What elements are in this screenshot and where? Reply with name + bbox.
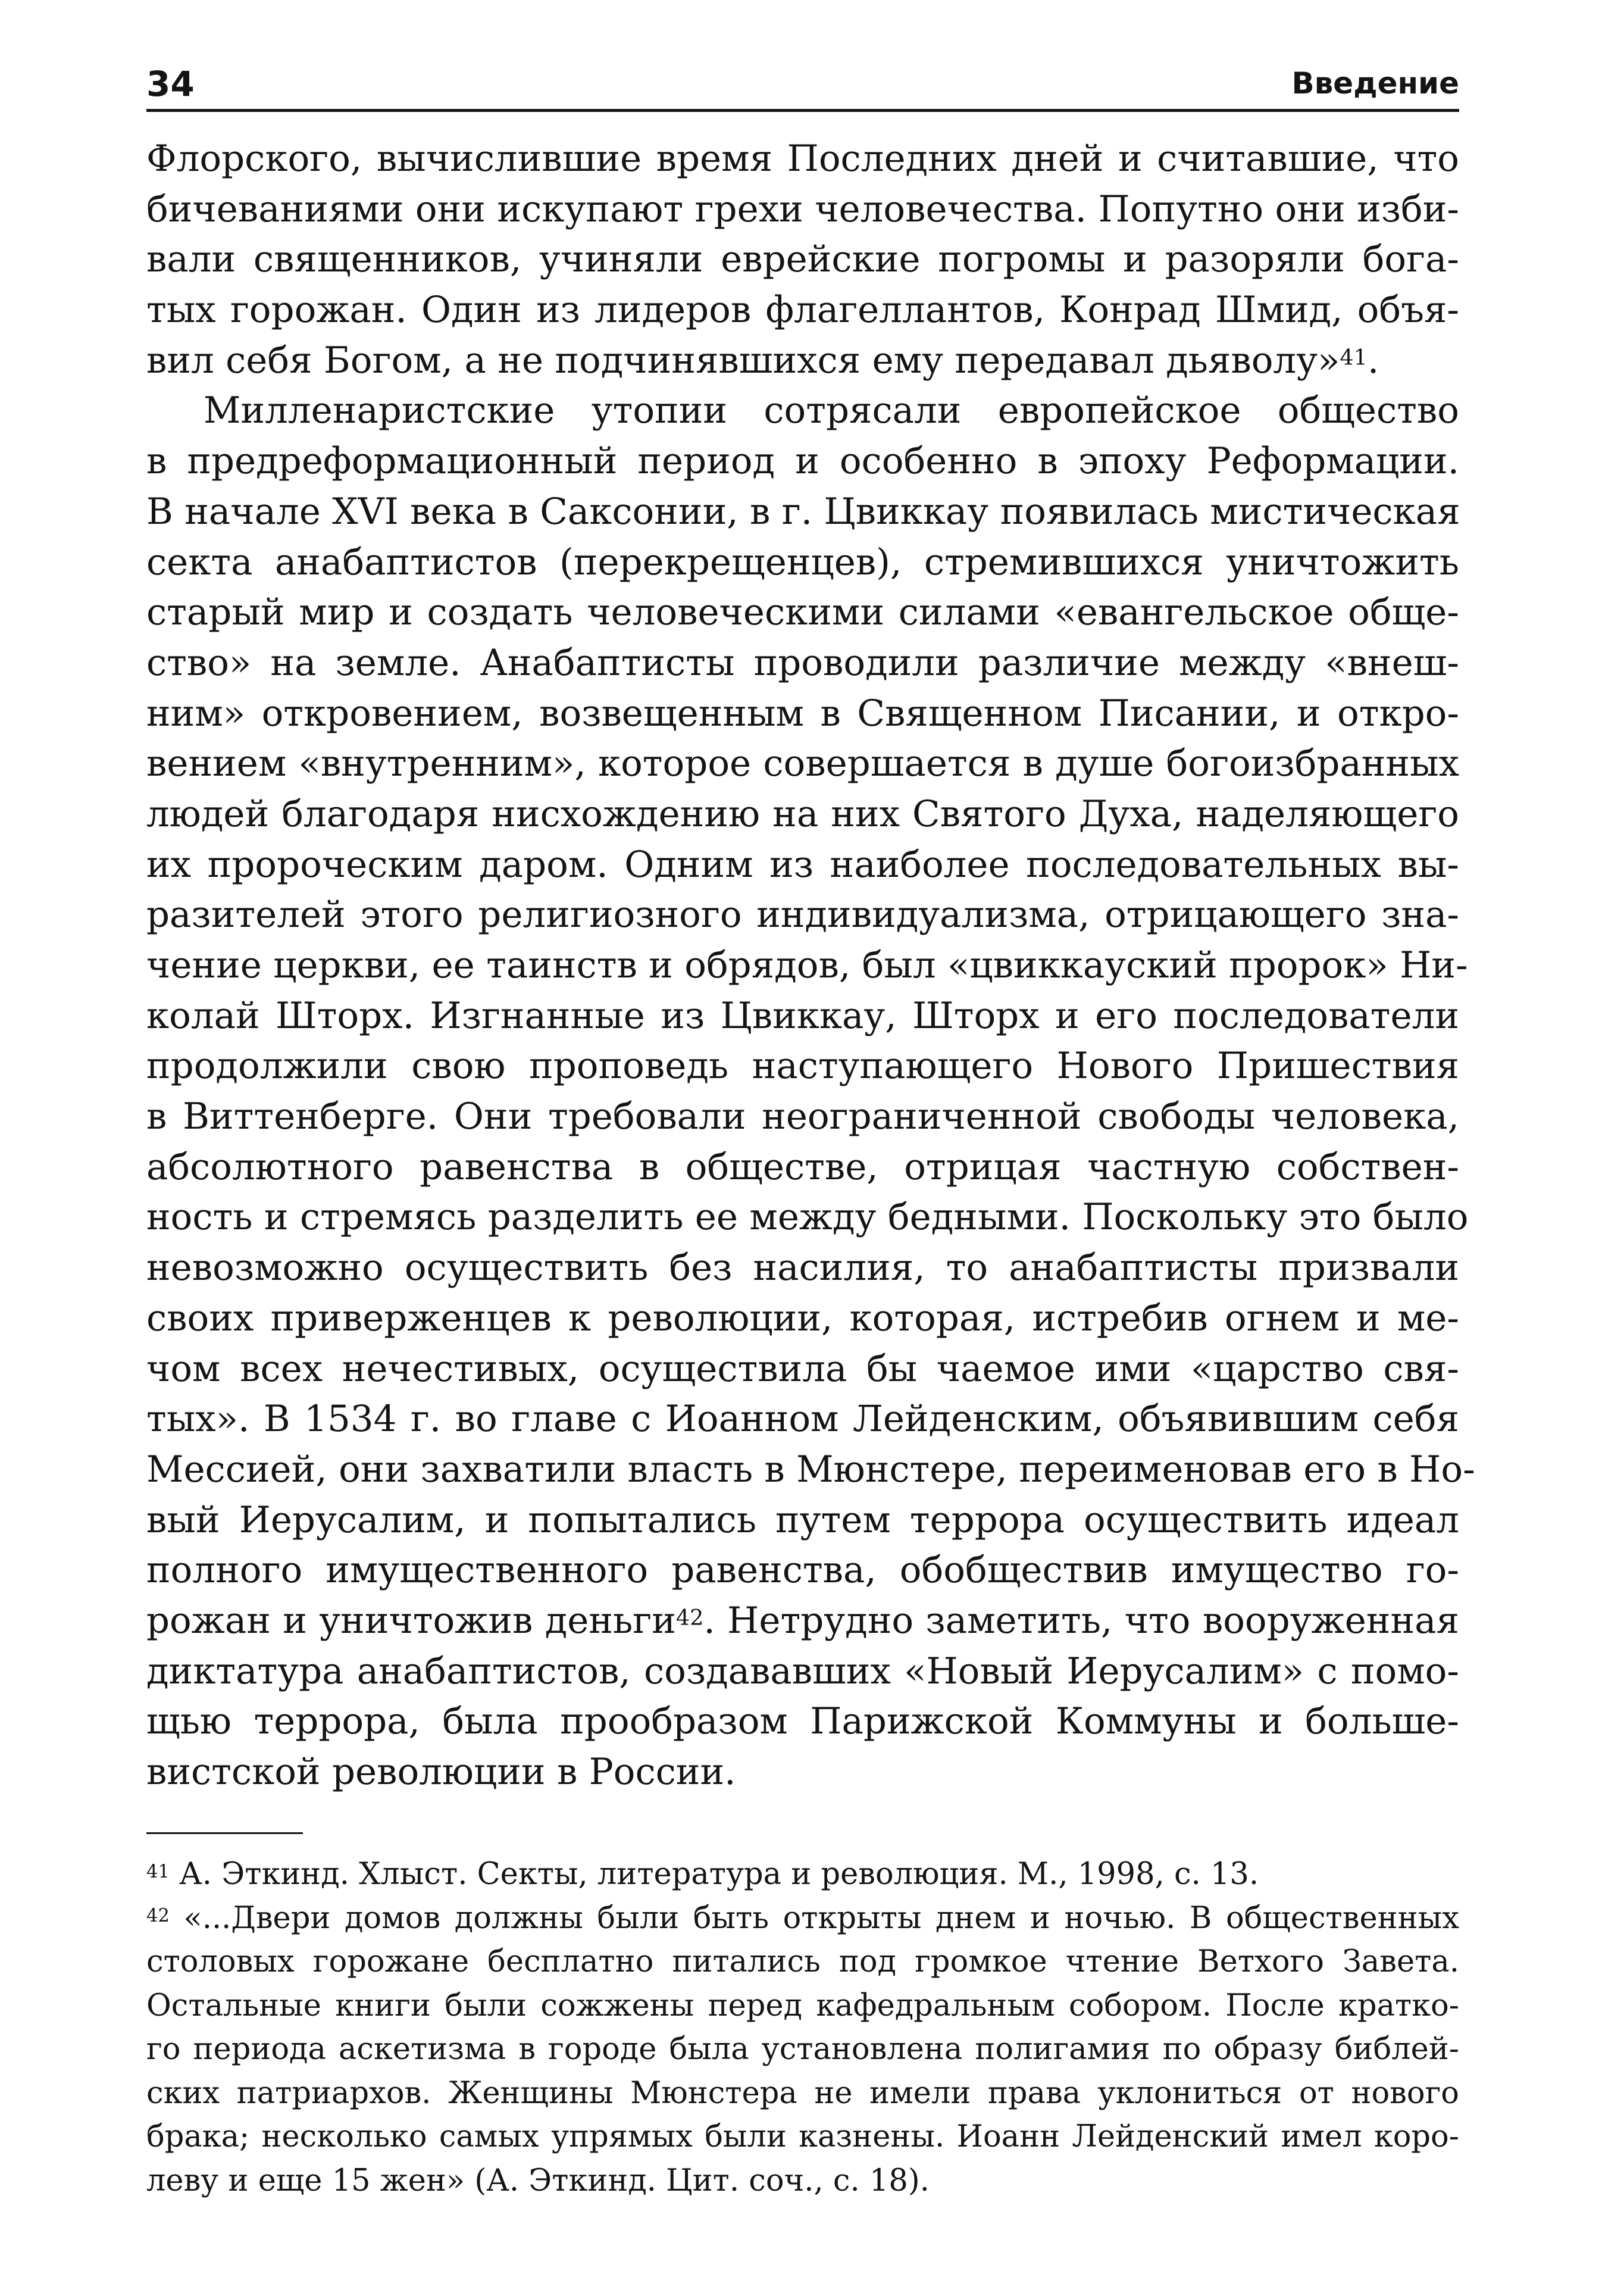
text-line: тых горожан. Один из лидеров флагеллантов, Конрад Шмид, объя- [146, 289, 1459, 332]
text-line: чение церкви, ее таинств и обрядов, был «цвиккауский пророк» Ни- [146, 944, 1468, 986]
footnote-text: «...Двери домов должны были быть открыты днем и ночью. В общественных [183, 1900, 1459, 1936]
text-line: Милленаристские утопии сотрясали европейское общество [204, 389, 1459, 432]
text-line: вый Иерусалим, и попытались путем террора осуществить идеал [146, 1498, 1459, 1541]
text-line [146, 336, 1459, 386]
text-line: В начале XVI века в Саксонии, в г. Цвиккау появилась мистическая [146, 490, 1460, 533]
text-line: разителей этого религиозного индивидуализма, отрицающего зна- [146, 894, 1459, 936]
text-line: вали священников, учиняли еврейские погромы и разоряли бога- [146, 238, 1459, 281]
text-line: чом всех нечестивых, осуществила бы чаемое ими «царство свя- [146, 1347, 1459, 1390]
footnote-text-line: леву и еще 15 жен» (А. Эткинд. Цит. соч., с. 18). [146, 2163, 930, 2198]
text-line: старый мир и создать человеческими силами «евангельское обще- [146, 591, 1459, 634]
text-line: продолжили свою проповедь наступающего Нового Пришествия [146, 1045, 1459, 1088]
text-line: вистской революции в России. [146, 1751, 736, 1793]
text-line: Флорского, вычислившие время Последних дней и считавшие, что [146, 138, 1459, 180]
text-line: щью террора, была прообразом Парижской Коммуны и большe- [146, 1700, 1459, 1743]
running-head: Введение [1291, 66, 1459, 101]
footnote-text-line: ских патриархов. Женщины Мюнстера не имели права уклониться от нового [146, 2075, 1459, 2111]
text-line: в Виттенберге. Они требовали неограниченной свободы человека, [146, 1095, 1459, 1138]
text-line: Мессией, они захватили власть в Мюнстере, переименовав его в Но- [146, 1448, 1475, 1491]
text-line: секта анабаптистов (перекрещенцев), стремившихся уничтожить [146, 541, 1459, 583]
footnote-text: А. Эткинд. Хлыст. Секты, литература и революция. М., 1998, с. 13. [179, 1857, 1259, 1892]
page-number: 34 [146, 64, 195, 104]
footnote-number: 41 [146, 1861, 170, 1883]
text-line [146, 1596, 1459, 1647]
text-line: в предреформационный период и особенно в эпоху Реформации. [146, 440, 1459, 483]
text-line: ним» откровением, возвещенным в Священном Писании, и откро- [146, 692, 1459, 735]
footnotes [146, 1853, 1459, 2203]
footnote-41 [146, 1853, 1459, 1897]
footnote-separator [146, 1832, 303, 1834]
text-line: диктатура анабаптистов, создававших «Новый Иерусалим» с помо- [146, 1650, 1459, 1692]
text-line: полного имущественного равенства, обобществив имущество го- [146, 1549, 1459, 1592]
page-header [146, 57, 1459, 110]
text-line: абсолютного равенства в обществе, отрицая частную собствен- [146, 1145, 1459, 1188]
text-line: тых». В 1534 г. во главе с Иоанном Лейденским, объявившим себя [146, 1398, 1459, 1441]
footnote-ref-41[interactable]: 41 [1340, 344, 1368, 370]
text-line: колай Шторх. Изгнанные из Цвиккау, Шторх и его последователи [146, 994, 1459, 1037]
footnote-text-line: столовых горожане бесплатно питались под громкое чтение Ветхого Завета. [146, 1944, 1459, 1979]
text-line: невозможно осуществить без насилия, то анабаптисты призвали [146, 1247, 1459, 1289]
text-line: своих приверженцев к революции, которая, истребив огнем и ме- [146, 1297, 1459, 1339]
line-text: . Нетрудно заметить, что вооруженная [703, 1599, 1459, 1642]
text-line: бичеваниями они искупают грехи человечества. Попутно они изби- [146, 188, 1459, 230]
footnote-ref-42[interactable]: 42 [675, 1605, 704, 1631]
footnote-number: 42 [146, 1905, 170, 1926]
line-text: вил себя Богом, а не подчинявшихся ему передавал дьяволу» [146, 339, 1340, 382]
text-line: вением «внутренним», которое совершается в душе богоизбранных [146, 742, 1459, 785]
footnote-42 [146, 1897, 1459, 1941]
footnote-text-line: Остальные книги были сожжены перед кафедральным собором. После кратко- [146, 1988, 1459, 2023]
line-text: рожан и уничтожив деньги [146, 1599, 676, 1642]
text-line: ство» на земле. Анабаптисты проводили различие между «внеш- [146, 641, 1459, 684]
text-line: людей благодаря нисхождению на них Святого Духа, наделяющего [146, 792, 1459, 835]
footnote-text-line: го периода аскетизма в городе была установлена полигамия по образу библей- [146, 2032, 1459, 2067]
main-text [146, 134, 1475, 1798]
line-text: . [1367, 339, 1379, 382]
text-line: их пророческим даром. Одним из наиболее последовательных вы- [146, 843, 1459, 886]
text-line: ность и стремясь разделить ее между бедными. Поскольку это было [146, 1196, 1469, 1239]
header-rule [146, 109, 1459, 112]
footnote-text-line: брака; несколько самых упрямых были казнены. Иоанн Лейденский имел коро- [146, 2119, 1459, 2154]
